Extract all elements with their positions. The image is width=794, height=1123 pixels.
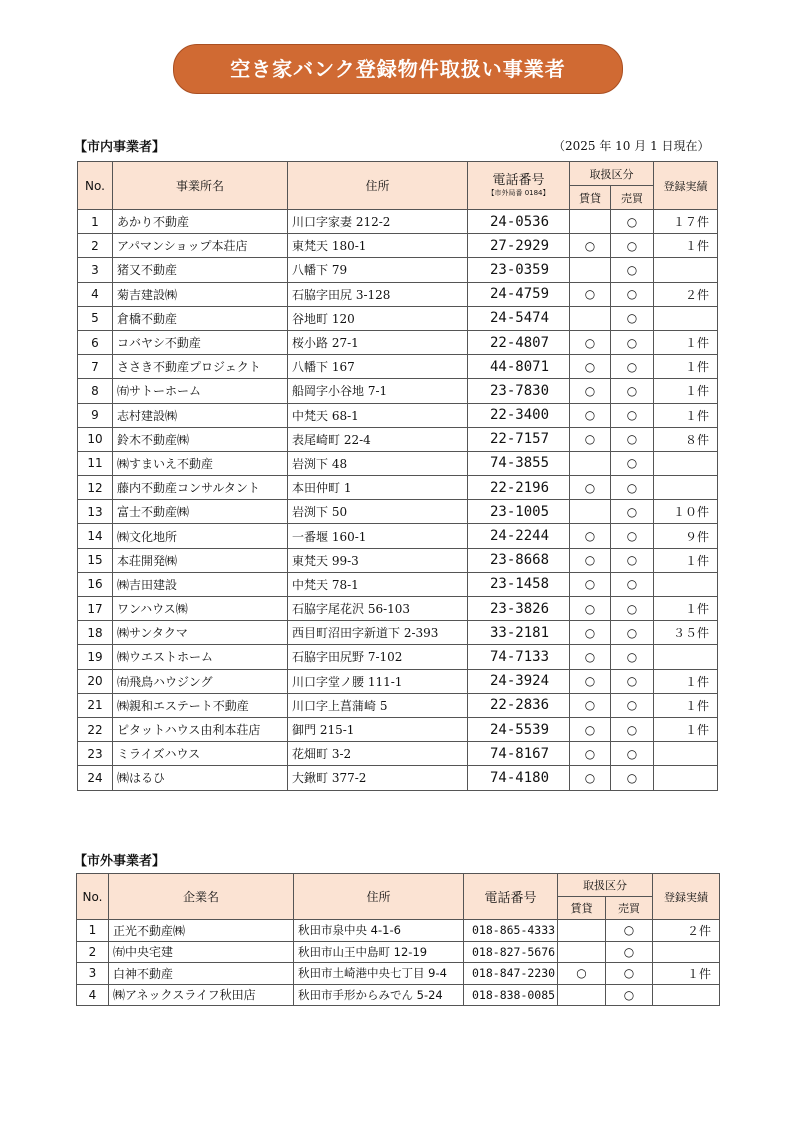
row-phone: 24-4759 bbox=[468, 282, 570, 306]
table-row bbox=[78, 258, 718, 282]
row-phone: 018-838-0085 bbox=[464, 984, 558, 1006]
table-row bbox=[77, 920, 720, 942]
row-name: 白神不動産 bbox=[109, 963, 294, 985]
row-name: ㈱はるひ bbox=[113, 766, 288, 790]
row-no: 10 bbox=[78, 427, 113, 451]
row-record bbox=[653, 941, 720, 963]
row-phone: 23-0359 bbox=[468, 258, 570, 282]
row-name: ㈱文化地所 bbox=[113, 524, 288, 548]
table-row bbox=[78, 717, 718, 741]
row-sale: ○ bbox=[611, 621, 654, 645]
row-phone: 24-2244 bbox=[468, 524, 570, 548]
row-record: １件 bbox=[654, 669, 718, 693]
row-rent bbox=[570, 306, 611, 330]
row-sale: ○ bbox=[611, 258, 654, 282]
row-address: 秋田市土崎港中央七丁目 9-4 bbox=[294, 963, 464, 985]
row-sale: ○ bbox=[606, 963, 653, 985]
row-no: 11 bbox=[78, 451, 113, 475]
row-sale: ○ bbox=[611, 548, 654, 572]
row-record: １件 bbox=[654, 717, 718, 741]
row-phone: 22-2836 bbox=[468, 693, 570, 717]
table-row bbox=[78, 306, 718, 330]
row-name: 藤内不動産コンサルタント bbox=[113, 476, 288, 500]
header-phone: 電話番号 bbox=[464, 874, 558, 920]
table-row bbox=[78, 500, 718, 524]
table-row bbox=[78, 766, 718, 790]
row-sale: ○ bbox=[611, 766, 654, 790]
row-record: ２件 bbox=[654, 282, 718, 306]
row-record bbox=[654, 306, 718, 330]
header-name: 事業所名 bbox=[113, 162, 288, 210]
header-phone-label: 電話番号 bbox=[492, 172, 545, 188]
table-row bbox=[78, 427, 718, 451]
row-address: 岩渕下 50 bbox=[288, 500, 468, 524]
row-address: 岩渕下 48 bbox=[288, 451, 468, 475]
row-rent: ○ bbox=[570, 742, 611, 766]
row-address: 船岡字小谷地 7-1 bbox=[288, 379, 468, 403]
row-record bbox=[654, 258, 718, 282]
row-record: １件 bbox=[654, 597, 718, 621]
row-address: 桜小路 27-1 bbox=[288, 330, 468, 354]
row-name: ㈱サンタクマ bbox=[113, 621, 288, 645]
row-address: 中梵天 78-1 bbox=[288, 572, 468, 596]
row-name: ㈱すまいえ不動産 bbox=[113, 451, 288, 475]
row-sale: ○ bbox=[606, 941, 653, 963]
row-rent: ○ bbox=[570, 693, 611, 717]
row-no: 20 bbox=[78, 669, 113, 693]
row-name: 倉橋不動産 bbox=[113, 306, 288, 330]
row-rent: ○ bbox=[558, 963, 606, 985]
row-rent: ○ bbox=[570, 330, 611, 354]
row-phone: 33-2181 bbox=[468, 621, 570, 645]
header-category: 取扱区分 bbox=[570, 162, 654, 186]
row-sale: ○ bbox=[611, 500, 654, 524]
row-address: 本田仲町 1 bbox=[288, 476, 468, 500]
row-address: 秋田市泉中央 4-1-6 bbox=[294, 920, 464, 942]
row-no: 8 bbox=[78, 379, 113, 403]
row-rent bbox=[570, 451, 611, 475]
row-phone: 24-5474 bbox=[468, 306, 570, 330]
row-rent bbox=[570, 210, 611, 234]
row-sale: ○ bbox=[611, 524, 654, 548]
table-row bbox=[78, 742, 718, 766]
row-no: 4 bbox=[78, 282, 113, 306]
row-phone: 74-8167 bbox=[468, 742, 570, 766]
table-row bbox=[78, 669, 718, 693]
row-phone: 018-847-2230 bbox=[464, 963, 558, 985]
row-rent: ○ bbox=[570, 234, 611, 258]
table-row bbox=[78, 645, 718, 669]
row-rent: ○ bbox=[570, 282, 611, 306]
row-no: 1 bbox=[77, 920, 109, 942]
row-address: 西目町沼田字新道下 2-393 bbox=[288, 621, 468, 645]
outside-businesses-body bbox=[77, 920, 720, 1006]
row-phone: 23-3826 bbox=[468, 597, 570, 621]
row-phone: 018-865-4333 bbox=[464, 920, 558, 942]
table-row bbox=[78, 476, 718, 500]
row-record: １件 bbox=[654, 379, 718, 403]
row-rent: ○ bbox=[570, 766, 611, 790]
row-name: 鈴木不動産㈱ bbox=[113, 427, 288, 451]
local-businesses-table bbox=[77, 161, 718, 791]
row-record: １件 bbox=[654, 355, 718, 379]
local-businesses-body bbox=[78, 210, 718, 791]
row-no: 23 bbox=[78, 742, 113, 766]
row-rent: ○ bbox=[570, 597, 611, 621]
row-sale: ○ bbox=[611, 210, 654, 234]
row-rent: ○ bbox=[570, 548, 611, 572]
row-phone: 74-4180 bbox=[468, 766, 570, 790]
row-name: 志村建設㈱ bbox=[113, 403, 288, 427]
table-row bbox=[78, 621, 718, 645]
row-phone: 018-827-5676 bbox=[464, 941, 558, 963]
row-name: 猪又不動産 bbox=[113, 258, 288, 282]
section-label-outside: 【市外事業者】 bbox=[74, 854, 166, 869]
row-phone: 23-1458 bbox=[468, 572, 570, 596]
row-name: ㈱アネックスライフ秋田店 bbox=[109, 984, 294, 1006]
table-row bbox=[78, 524, 718, 548]
header-category: 取扱区分 bbox=[558, 874, 653, 897]
table-row bbox=[78, 355, 718, 379]
row-phone: 27-2929 bbox=[468, 234, 570, 258]
row-no: 7 bbox=[78, 355, 113, 379]
row-address: 川口字家妻 212-2 bbox=[288, 210, 468, 234]
row-name: あかり不動産 bbox=[113, 210, 288, 234]
row-sale: ○ bbox=[611, 669, 654, 693]
row-phone: 22-4807 bbox=[468, 330, 570, 354]
row-name: ㈱ウエストホーム bbox=[113, 645, 288, 669]
row-name: ㈲飛鳥ハウジング bbox=[113, 669, 288, 693]
row-no: 3 bbox=[77, 963, 109, 985]
table-row bbox=[78, 379, 718, 403]
row-no: 16 bbox=[78, 572, 113, 596]
row-name: ピタットハウス由利本荘店 bbox=[113, 717, 288, 741]
row-address: 谷地町 120 bbox=[288, 306, 468, 330]
row-name: ワンハウス㈱ bbox=[113, 597, 288, 621]
row-phone: 22-7157 bbox=[468, 427, 570, 451]
row-address: 川口字堂ノ腰 111-1 bbox=[288, 669, 468, 693]
row-sale: ○ bbox=[611, 717, 654, 741]
row-sale: ○ bbox=[611, 403, 654, 427]
row-no: 24 bbox=[78, 766, 113, 790]
row-no: 22 bbox=[78, 717, 113, 741]
row-record: １件 bbox=[654, 330, 718, 354]
row-address: 石脇字田尻野 7-102 bbox=[288, 645, 468, 669]
row-record: １件 bbox=[653, 963, 720, 985]
row-sale: ○ bbox=[611, 645, 654, 669]
row-rent: ○ bbox=[570, 476, 611, 500]
row-no: 1 bbox=[78, 210, 113, 234]
header-phone-note: 【市外局番 0184】 bbox=[487, 189, 550, 198]
row-address: 御門 215-1 bbox=[288, 717, 468, 741]
row-record: １０件 bbox=[654, 500, 718, 524]
row-sale: ○ bbox=[611, 282, 654, 306]
row-record: １件 bbox=[654, 693, 718, 717]
row-phone: 44-8071 bbox=[468, 355, 570, 379]
row-address: 秋田市山王中島町 12-19 bbox=[294, 941, 464, 963]
row-no: 2 bbox=[78, 234, 113, 258]
row-rent: ○ bbox=[570, 621, 611, 645]
row-address: 東梵天 99-3 bbox=[288, 548, 468, 572]
row-address: 八幡下 167 bbox=[288, 355, 468, 379]
row-no: 18 bbox=[78, 621, 113, 645]
row-rent bbox=[558, 984, 606, 1006]
row-sale: ○ bbox=[611, 427, 654, 451]
as-of-date: （2025 年 10 月 1 日現在） bbox=[553, 139, 710, 153]
row-phone: 22-3400 bbox=[468, 403, 570, 427]
row-name: コバヤシ不動産 bbox=[113, 330, 288, 354]
row-record bbox=[654, 766, 718, 790]
row-name: ささき不動産プロジェクト bbox=[113, 355, 288, 379]
row-record bbox=[654, 742, 718, 766]
row-record: １件 bbox=[654, 403, 718, 427]
row-address: 東梵天 180-1 bbox=[288, 234, 468, 258]
row-record bbox=[654, 476, 718, 500]
row-no: 17 bbox=[78, 597, 113, 621]
row-no: 5 bbox=[78, 306, 113, 330]
row-record: ３５件 bbox=[654, 621, 718, 645]
row-record: ２件 bbox=[653, 920, 720, 942]
header-sale: 売買 bbox=[606, 897, 653, 920]
row-phone: 74-7133 bbox=[468, 645, 570, 669]
row-phone: 23-1005 bbox=[468, 500, 570, 524]
row-address: 石脇字田尻 3-128 bbox=[288, 282, 468, 306]
table-row bbox=[78, 451, 718, 475]
header-phone bbox=[468, 162, 570, 210]
row-rent: ○ bbox=[570, 572, 611, 596]
row-name: ミライズハウス bbox=[113, 742, 288, 766]
row-sale: ○ bbox=[611, 693, 654, 717]
row-no: 19 bbox=[78, 645, 113, 669]
row-record bbox=[654, 645, 718, 669]
row-no: 12 bbox=[78, 476, 113, 500]
header-rent: 賃貸 bbox=[570, 186, 611, 210]
row-rent bbox=[570, 500, 611, 524]
row-no: 14 bbox=[78, 524, 113, 548]
header-record: 登録実績 bbox=[654, 162, 718, 210]
row-sale: ○ bbox=[611, 451, 654, 475]
row-sale: ○ bbox=[611, 234, 654, 258]
row-name: 本荘開発㈱ bbox=[113, 548, 288, 572]
row-rent: ○ bbox=[570, 645, 611, 669]
header-name: 企業名 bbox=[109, 874, 294, 920]
page-title: 空き家バンク登録物件取扱い事業者 bbox=[173, 44, 623, 94]
row-address: 花畑町 3-2 bbox=[288, 742, 468, 766]
table-row bbox=[78, 210, 718, 234]
table-row bbox=[77, 963, 720, 985]
row-sale: ○ bbox=[611, 597, 654, 621]
row-address: 秋田市手形からみでん 5-24 bbox=[294, 984, 464, 1006]
row-record bbox=[654, 451, 718, 475]
table-row bbox=[78, 572, 718, 596]
row-record: ９件 bbox=[654, 524, 718, 548]
row-record: １件 bbox=[654, 234, 718, 258]
row-name: ㈲サトーホーム bbox=[113, 379, 288, 403]
row-address: 石脇字尾花沢 56-103 bbox=[288, 597, 468, 621]
row-phone: 24-3924 bbox=[468, 669, 570, 693]
table-row bbox=[78, 693, 718, 717]
row-no: 2 bbox=[77, 941, 109, 963]
row-rent: ○ bbox=[570, 403, 611, 427]
table-row bbox=[78, 597, 718, 621]
row-record: １７件 bbox=[654, 210, 718, 234]
header-record: 登録実績 bbox=[653, 874, 720, 920]
table-row bbox=[78, 330, 718, 354]
row-rent bbox=[558, 941, 606, 963]
row-name: アパマンショップ本荘店 bbox=[113, 234, 288, 258]
table-row bbox=[78, 403, 718, 427]
row-phone: 22-2196 bbox=[468, 476, 570, 500]
row-no: 21 bbox=[78, 693, 113, 717]
row-name: 菊吉建設㈱ bbox=[113, 282, 288, 306]
row-phone: 23-7830 bbox=[468, 379, 570, 403]
row-sale: ○ bbox=[611, 742, 654, 766]
header-rent: 賃貸 bbox=[558, 897, 606, 920]
row-address: 表尾崎町 22-4 bbox=[288, 427, 468, 451]
row-name: 富士不動産㈱ bbox=[113, 500, 288, 524]
row-address: 一番堰 160-1 bbox=[288, 524, 468, 548]
row-rent: ○ bbox=[570, 669, 611, 693]
row-rent: ○ bbox=[570, 427, 611, 451]
header-sale: 売買 bbox=[611, 186, 654, 210]
row-sale: ○ bbox=[611, 306, 654, 330]
row-name: 正光不動産㈱ bbox=[109, 920, 294, 942]
row-rent: ○ bbox=[570, 379, 611, 403]
row-record bbox=[653, 984, 720, 1006]
row-rent bbox=[570, 258, 611, 282]
row-phone: 24-5539 bbox=[468, 717, 570, 741]
outside-businesses-table bbox=[76, 873, 720, 1006]
row-sale: ○ bbox=[611, 476, 654, 500]
row-name: ㈱親和エステート不動産 bbox=[113, 693, 288, 717]
row-no: 6 bbox=[78, 330, 113, 354]
row-address: 川口字上菖蒲崎 5 bbox=[288, 693, 468, 717]
row-sale: ○ bbox=[611, 379, 654, 403]
header-no: No. bbox=[77, 874, 109, 920]
row-record: ８件 bbox=[654, 427, 718, 451]
row-rent: ○ bbox=[570, 355, 611, 379]
row-rent: ○ bbox=[570, 717, 611, 741]
section-label-local: 【市内事業者】 bbox=[74, 140, 166, 155]
row-name: ㈱吉田建設 bbox=[113, 572, 288, 596]
header-no: No. bbox=[78, 162, 113, 210]
row-rent bbox=[558, 920, 606, 942]
row-sale: ○ bbox=[606, 920, 653, 942]
row-phone: 23-8668 bbox=[468, 548, 570, 572]
table-row bbox=[78, 234, 718, 258]
row-sale: ○ bbox=[611, 572, 654, 596]
row-rent: ○ bbox=[570, 524, 611, 548]
row-no: 15 bbox=[78, 548, 113, 572]
table-row bbox=[77, 941, 720, 963]
row-name: ㈲中央宅建 bbox=[109, 941, 294, 963]
row-sale: ○ bbox=[611, 355, 654, 379]
row-sale: ○ bbox=[606, 984, 653, 1006]
row-phone: 74-3855 bbox=[468, 451, 570, 475]
row-address: 中梵天 68-1 bbox=[288, 403, 468, 427]
header-address: 住所 bbox=[294, 874, 464, 920]
row-address: 八幡下 79 bbox=[288, 258, 468, 282]
row-address: 大鍬町 377-2 bbox=[288, 766, 468, 790]
row-no: 3 bbox=[78, 258, 113, 282]
header-address: 住所 bbox=[288, 162, 468, 210]
row-record: １件 bbox=[654, 548, 718, 572]
row-sale: ○ bbox=[611, 330, 654, 354]
row-record bbox=[654, 572, 718, 596]
row-no: 4 bbox=[77, 984, 109, 1006]
row-phone: 24-0536 bbox=[468, 210, 570, 234]
row-no: 9 bbox=[78, 403, 113, 427]
table-row bbox=[78, 548, 718, 572]
table-row bbox=[78, 282, 718, 306]
table-row bbox=[77, 984, 720, 1006]
row-no: 13 bbox=[78, 500, 113, 524]
